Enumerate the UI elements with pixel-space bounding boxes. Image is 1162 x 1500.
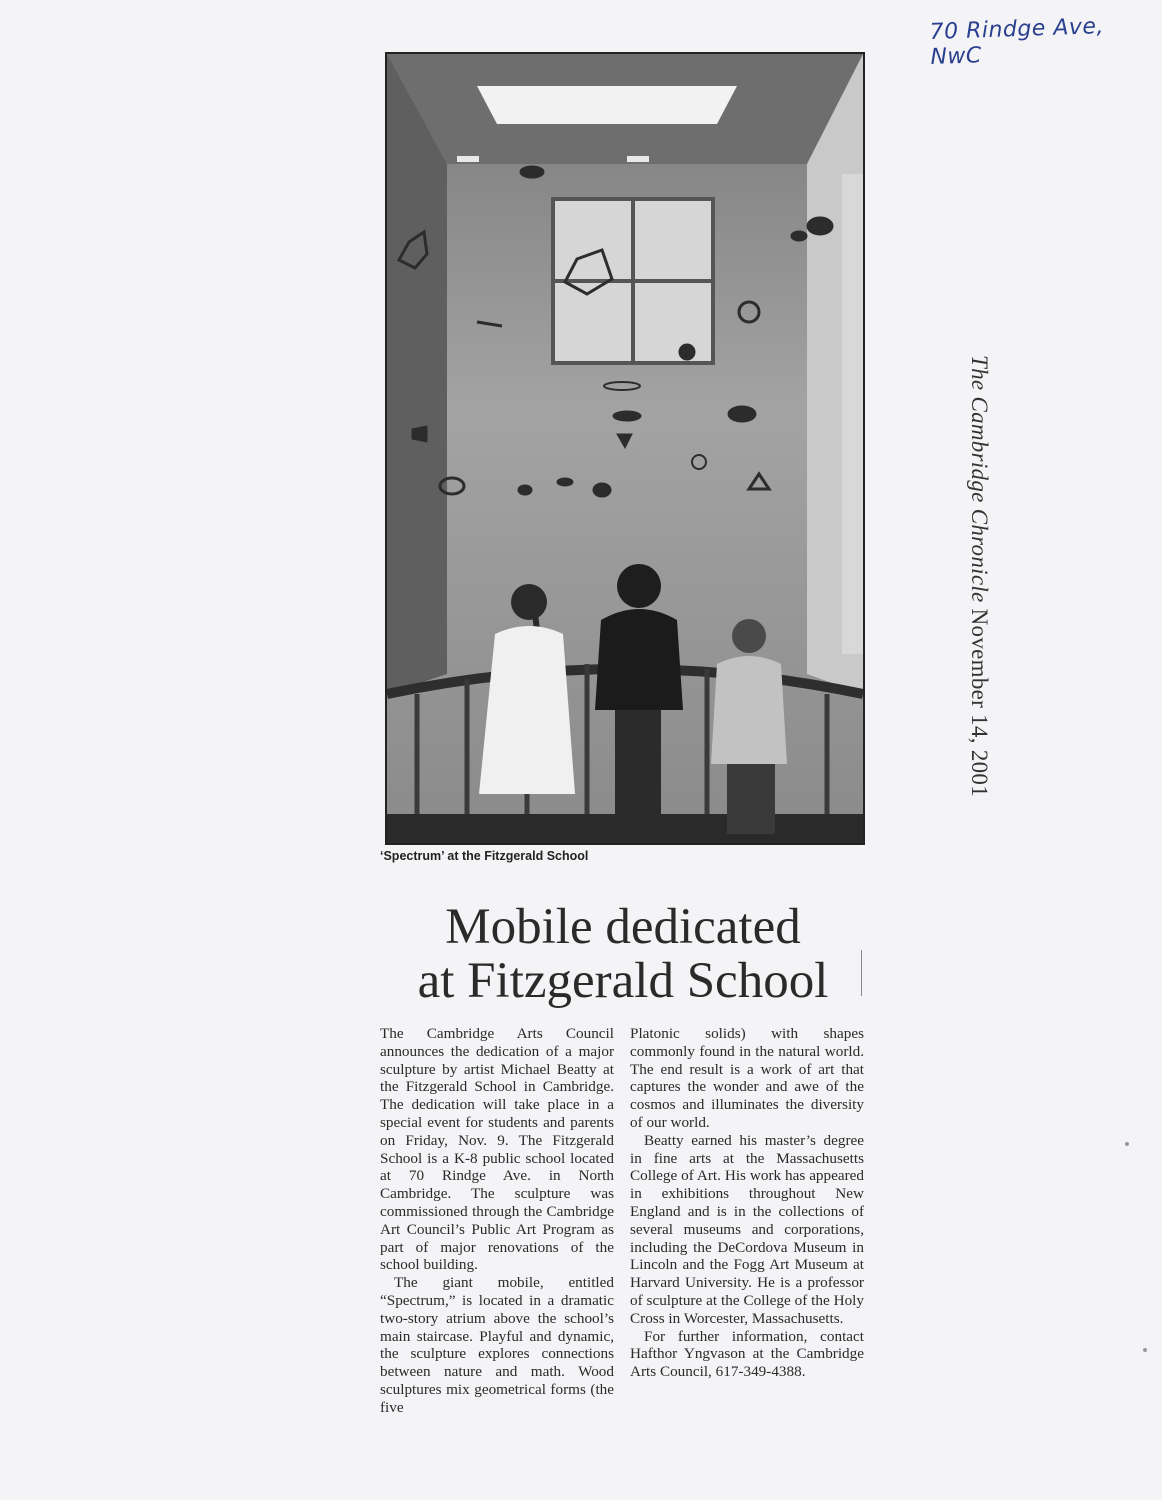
column-rule	[861, 950, 862, 996]
publication-credit	[966, 355, 992, 797]
scan-speck	[1125, 1142, 1129, 1146]
publication-date: November 14, 2001	[967, 608, 992, 798]
photo-image	[387, 54, 863, 843]
scan-speck	[1143, 1348, 1147, 1352]
paragraph: For further information, contact Hafthor Yngvason at the Cambridge Arts Council, 617-349-4388.	[630, 1327, 864, 1381]
article-column-1	[380, 1025, 614, 1417]
article-photo	[385, 52, 865, 845]
headline-line-1: Mobile dedicated	[445, 899, 801, 955]
paragraph: The Cambridge Arts Council announces the dedication of a major sculpture by artist Michael Beatty at the Fitzgerald School in Cambridge. The dedication will take place in a special event for students and parents on Friday, Nov. 9. The Fitzgerald School is a K-8 public school located at 70 Rindge Ave. in North Cambridge. The sculpture was commissioned through the Cambridge Art Council’s Public Art Program as part of major renovations of the school building.	[380, 1025, 614, 1274]
article-column-2	[630, 1025, 864, 1381]
paragraph: Platonic solids) with shapes commonly found in the natural world. The end result is a work of art that captures the wonder and awe of the cosmos and illuminates the diversity of our world.	[630, 1025, 864, 1131]
paragraph: The giant mobile, entitled “Spectrum,” is located in a dramatic two-story atrium above the school’s main staircase. Playful and dynamic, the sculpture explores connections between nature and math. Wood sculptures mix geometrical forms (the five	[380, 1274, 614, 1416]
article-headline	[380, 900, 866, 1008]
publication-name: The Cambridge Chronicle	[967, 355, 992, 603]
headline-line-2: at Fitzgerald School	[417, 953, 829, 1009]
photo-caption: ‘Spectrum’ at the Fitzgerald School	[380, 849, 589, 863]
handwritten-address-note: 70 Rindge Ave, NwC	[929, 13, 1105, 71]
paragraph: Beatty earned his master’s degree in fine arts at the Massachusetts College of Art. His work has appeared in exhibitions throughout New England and is in the collections of several museums and corporations, including the DeCordova Museum in Lincoln and the Fogg Art Museum at Harvard University. He is a professor of sculpture at the College of the Holy Cross in Worcester, Massachusetts.	[630, 1131, 864, 1327]
